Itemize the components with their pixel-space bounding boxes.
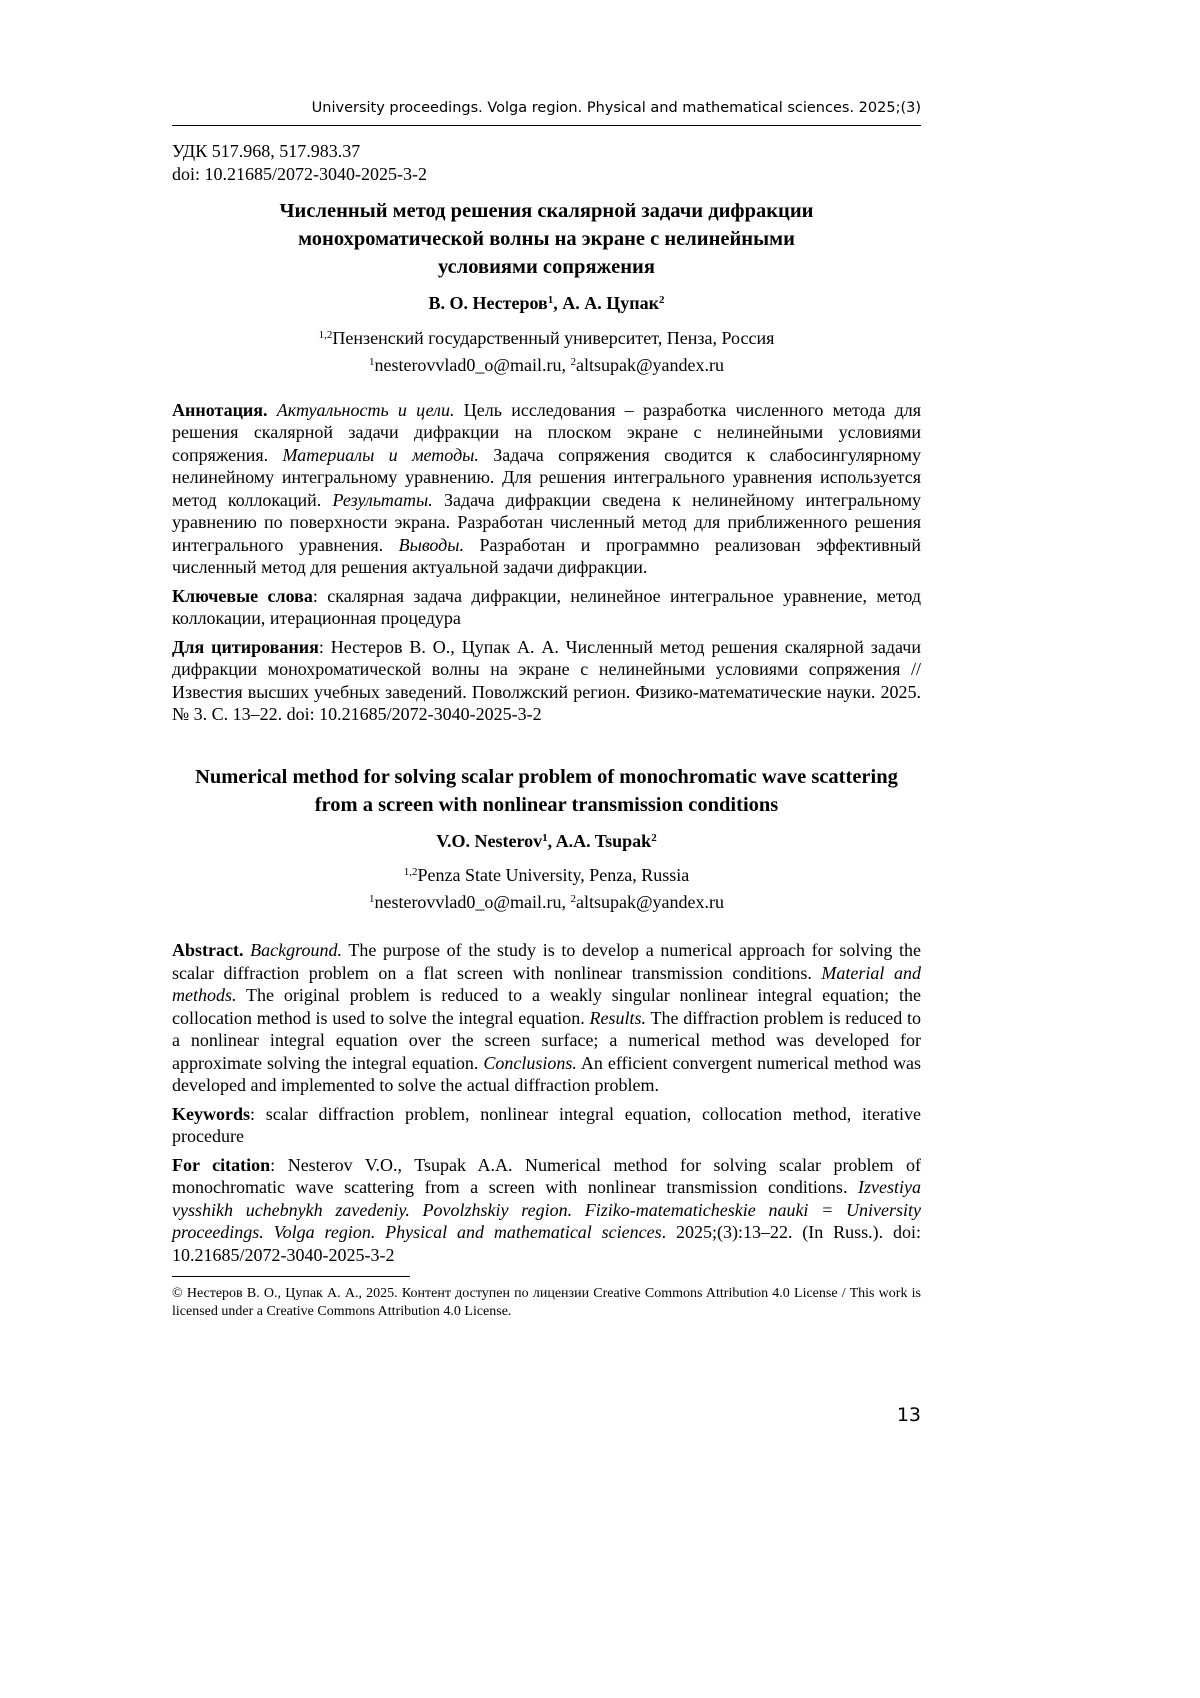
keywords-ru bbox=[172, 585, 921, 630]
abstract-en-background-label: Background. bbox=[250, 940, 342, 960]
citation-en-text-2: . 2025;(3):13–22. (In Russ.). doi: 10.21685/2072-3040-2025-3-2 bbox=[172, 1222, 921, 1265]
citation-en-journal: Izvestiya vysshikh uchebnykh zavedeniy. Povolzhskiy region. Fiziko-matematicheskie nauki = University proceedings. Volga region. Physical and mathematical sciences bbox=[172, 1177, 922, 1242]
author-1-en-sup: 1 bbox=[542, 831, 548, 844]
affiliation-en bbox=[172, 862, 921, 889]
author-1-ru-sup: 1 bbox=[547, 294, 554, 306]
author-2-ru-sup: 2 bbox=[659, 294, 665, 306]
abstract-en-methods-label: Material and methods. bbox=[172, 962, 921, 1005]
abstract-ru-methods-text: Задача сопряжения сводится к слабосингулярному нелинейному интегральному уравнению. Для решения интегрального уравнения используется метод коллокаций. bbox=[172, 444, 922, 510]
author-separator-en: , bbox=[547, 830, 556, 851]
running-header: University proceedings. Volga region. Physical and mathematical sciences. 2025;(3) bbox=[311, 100, 921, 116]
email-1-ru-sup: 1 bbox=[368, 355, 375, 368]
keywords-en bbox=[172, 1103, 921, 1148]
keywords-ru-text: : скалярная задача дифракции, нелинейное интегральное уравнение, метод коллокации, итерационная процедура bbox=[172, 585, 922, 628]
affiliation-ru-sup: 1,2 bbox=[318, 328, 333, 341]
keywords-en-text: : scalar diffraction problem, nonlinear integral equation, collocation method, iterative procedure bbox=[172, 1103, 921, 1146]
abstract-ru-label: Аннотация. bbox=[172, 399, 268, 420]
page-number: 13 bbox=[896, 1404, 921, 1426]
email-1-ru: nesterovvlad0_o@mail.ru, bbox=[374, 354, 571, 375]
email-1-en: nesterovvlad0_o@mail.ru, bbox=[374, 892, 571, 912]
abstract-ru-results-label: Результаты. bbox=[332, 489, 433, 510]
author-2-en-sup: 2 bbox=[651, 831, 657, 844]
emails-ru bbox=[172, 352, 921, 379]
citation-ru-label: Для цитирования bbox=[172, 636, 319, 657]
affiliation-en-sup: 1,2 bbox=[403, 866, 418, 878]
abstract-en-methods-text: The original problem is reduced to a weakly singular nonlinear integral equation; the collocation method is used to solve the integral equation. bbox=[172, 985, 921, 1028]
citation-en bbox=[172, 1154, 921, 1267]
affiliation-en-text: Penza State University, Penza, Russia bbox=[417, 865, 690, 885]
abstract-ru-results-text: Задача дифракции сведена к нелинейному интегральному уравнению по поверхности экрана. Разработан численный метод для приближенного решения интегрального уравнения. bbox=[172, 489, 922, 555]
abstract-en bbox=[172, 939, 921, 1097]
affiliation-ru bbox=[172, 325, 921, 352]
abstract-ru-conclusions-label: Выводы. bbox=[398, 534, 464, 555]
email-2-ru: altsupak@yandex.ru bbox=[575, 354, 725, 375]
email-2-en-sup: 2 bbox=[570, 893, 576, 905]
author-2-ru: А. А. Цупак bbox=[562, 293, 660, 313]
abstract-en-background-text: The purpose of the study is to develop a numerical approach for solving the scalar diffraction problem on a flat screen with nonlinear transmission conditions. bbox=[172, 940, 921, 983]
author-2-en: A.A. Tsupak bbox=[555, 830, 652, 851]
authors-ru bbox=[172, 292, 921, 315]
citation-en-text-1: : Nesterov V.O., Tsupak A.A. Numerical method for solving scalar problem of monochromatic wave scattering from a screen with nonlinear transmission conditions. bbox=[172, 1154, 921, 1197]
keywords-ru-label: Ключевые слова bbox=[172, 585, 313, 606]
citation-ru bbox=[172, 636, 921, 726]
footnote-rule bbox=[172, 1276, 410, 1277]
header-rule bbox=[172, 125, 921, 126]
affiliation-en-block bbox=[172, 862, 921, 916]
citation-en-label: For citation bbox=[172, 1154, 271, 1175]
title-en: Numerical method for solving scalar problem of monochromatic wave scattering from a screen with nonlinear transmission conditions bbox=[195, 765, 898, 816]
keywords-en-label: Keywords bbox=[172, 1103, 250, 1124]
author-separator-ru: , bbox=[553, 293, 563, 313]
article-content bbox=[172, 140, 921, 1335]
author-1-en: V.O. Nesterov bbox=[436, 830, 543, 851]
affiliation-ru-text: Пензенский государственный университет, Пенза, Россия bbox=[332, 327, 775, 348]
abstract-ru-background-label: Актуальность и цели. bbox=[276, 399, 455, 420]
affiliation-ru-block bbox=[172, 325, 921, 379]
title-ru: Численный метод решения скалярной задачи дифракции монохроматической волны на экране с нелинейными условиями сопряжения bbox=[279, 200, 814, 278]
udc-code: УДК 517.968, 517.983.37 bbox=[172, 141, 361, 161]
journal-page bbox=[172, 0, 921, 1698]
email-2-en: altsupak@yandex.ru bbox=[575, 892, 725, 912]
email-1-en-sup: 1 bbox=[368, 893, 375, 905]
abstract-ru-methods-label: Материалы и методы. bbox=[282, 444, 479, 465]
abstract-ru-background-text: Цель исследования – разработка численного метода для решения скалярной задачи дифракции на плоском экране с нелинейными условиями сопряжения. bbox=[172, 399, 921, 465]
copyright-footnote: © Нестеров В. О., Цупак А. А., 2025. Контент доступен по лицензии Creative Commons Attribution 4.0 License / This work is licensed under a Creative Commons Attribution 4.0 License. bbox=[172, 1286, 921, 1319]
abstract-en-results-text: The diffraction problem is reduced to a nonlinear integral equation over the screen surface; a numerical method was developed for approximate solving the integral equation. bbox=[172, 1007, 922, 1073]
abstract-en-results-label: Results. bbox=[589, 1007, 647, 1028]
abstract-ru bbox=[172, 399, 921, 579]
doi: doi: 10.21685/2072-3040-2025-3-2 bbox=[172, 163, 427, 184]
author-1-ru: В. О. Нестеров bbox=[428, 293, 548, 313]
email-2-ru-sup: 2 bbox=[570, 355, 576, 368]
abstract-en-label: Abstract. bbox=[172, 940, 244, 960]
abstract-en-conclusions-label: Conclusions. bbox=[483, 1052, 577, 1073]
authors-en bbox=[172, 830, 921, 853]
emails-en bbox=[172, 889, 921, 916]
citation-ru-text: : Нестеров В. О., Цупак А. А. Численный метод решения скалярной задачи дифракции монохроматической волны на экране с нелинейными условиями сопряжения // Известия высших учебных заведений. Поволжский регион. Физико-математические науки. 2025. № 3. С. 13–22. doi: 10.21685/2072-3040-2025-3-2 bbox=[172, 636, 921, 724]
abstract-ru-conclusions-text: Разработан и программно реализован эффективный численный метод для решения актуальной задачи дифракции. bbox=[172, 534, 922, 577]
abstract-en-conclusions-text: An efficient convergent numerical method was developed and implemented to solve the actual diffraction problem. bbox=[172, 1052, 921, 1095]
